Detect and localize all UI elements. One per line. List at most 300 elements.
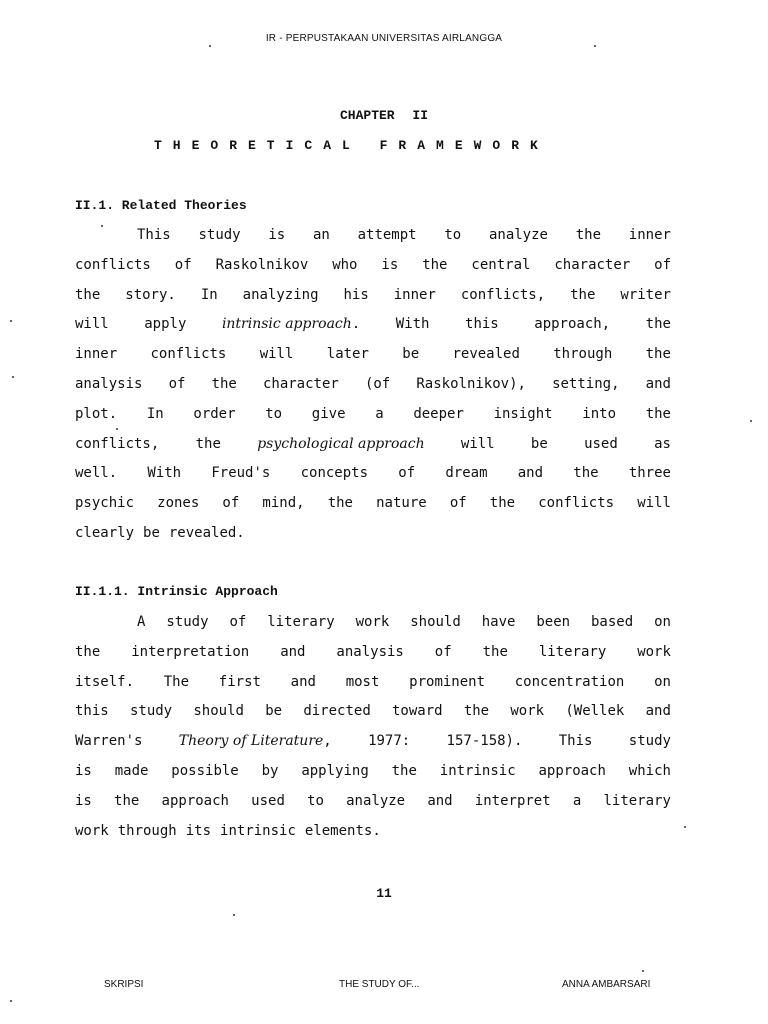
word-text: insight (493, 405, 553, 422)
word (198, 221, 240, 251)
word-text: (Wellek (565, 703, 625, 720)
word-text: literary (603, 792, 671, 809)
scan-speck (209, 45, 211, 47)
word (186, 817, 211, 847)
word-text: the (482, 643, 508, 660)
word-text: Freud's (211, 465, 271, 482)
word (402, 340, 419, 370)
text-line (75, 817, 671, 847)
word-text: is (381, 256, 399, 273)
word-text: analysis (75, 375, 143, 392)
word (251, 787, 285, 817)
word-text: study (129, 703, 173, 720)
word-text: applying (301, 762, 369, 779)
word (629, 221, 671, 251)
word-text: conflicts (150, 346, 227, 363)
word (262, 757, 279, 787)
word (396, 310, 430, 340)
word (75, 400, 117, 430)
word (490, 489, 515, 519)
word (201, 281, 218, 311)
word-text: psychic (75, 495, 135, 512)
word-text: by (261, 762, 279, 779)
word-text: nature (376, 495, 427, 512)
word (375, 400, 383, 430)
word-text: literary (267, 614, 335, 630)
word (328, 489, 353, 519)
word-text: be (402, 346, 420, 363)
chapter-label: CHAPTER II (339, 108, 428, 123)
word-text: which (628, 762, 671, 779)
footer-right: ANNA AMBARSARI (562, 979, 651, 990)
word (410, 608, 461, 638)
word-text: the (570, 286, 596, 303)
word (461, 281, 545, 311)
word-text: is (268, 227, 286, 243)
word (193, 400, 235, 430)
word (280, 638, 305, 668)
word (151, 340, 227, 370)
word-text: approach, (534, 316, 611, 333)
word (461, 430, 495, 460)
word-text: on (654, 614, 671, 630)
word-text: give (311, 405, 346, 422)
word-text: intrinsic (220, 822, 296, 839)
word (444, 221, 461, 251)
word-text: . (351, 316, 361, 333)
scan-speck (10, 320, 12, 322)
word (646, 340, 671, 370)
word-text: later (326, 346, 369, 363)
word (125, 281, 176, 311)
word (144, 310, 186, 340)
word-text: itself. (75, 673, 135, 690)
section-heading-related-theories: II.1. Related Theories (75, 198, 247, 213)
word-text: This (137, 227, 171, 243)
text-line (75, 310, 671, 340)
word (450, 489, 467, 519)
word-text: This (558, 733, 593, 750)
word-text: With (395, 316, 430, 333)
word (307, 787, 324, 817)
scan-speck (233, 914, 235, 916)
word (75, 519, 134, 549)
word (171, 757, 238, 787)
word-text: and (645, 703, 671, 720)
text-line (75, 340, 671, 370)
word (346, 787, 405, 817)
word (536, 608, 570, 638)
text-line (75, 608, 671, 638)
word-text: analyze (346, 792, 406, 809)
word-text: (of (364, 375, 391, 392)
word (358, 221, 417, 251)
footer-left: SKRIPSI (104, 979, 144, 990)
word-text: and (280, 643, 306, 660)
word (565, 697, 624, 727)
word (570, 281, 595, 311)
word (75, 787, 92, 817)
word (576, 221, 601, 251)
word (229, 608, 246, 638)
word (268, 221, 285, 251)
word (169, 519, 245, 549)
word-text: Raskolnikov (215, 256, 309, 273)
italic-term: psychological approach (257, 435, 425, 452)
word-text: a (572, 792, 582, 809)
text-line (75, 221, 671, 251)
word-text: his (343, 286, 369, 303)
footer-center: THE STUDY OF... (339, 979, 420, 990)
word (131, 638, 249, 668)
word-text: interpret (474, 792, 551, 809)
word-text: into (582, 405, 616, 422)
word-text: literary (538, 643, 607, 660)
text-line (75, 668, 671, 698)
section-heading-intrinsic-approach: II.1.1. Intrinsic Approach (75, 584, 278, 599)
word (559, 727, 593, 757)
word (494, 400, 553, 430)
word (115, 757, 149, 787)
word (263, 370, 339, 400)
word (336, 638, 403, 668)
word (164, 668, 189, 698)
word-text: the (645, 316, 671, 333)
word-text: conflicts (75, 256, 151, 273)
word-text: first (218, 673, 261, 690)
word (538, 489, 614, 519)
word-text: Warren's (75, 733, 143, 750)
word (573, 787, 581, 817)
word-text: analyze (488, 227, 548, 243)
word-text: conflicts, (460, 286, 546, 303)
word-text: character (554, 256, 631, 273)
word-text: the (75, 643, 101, 660)
word (305, 817, 381, 847)
word (464, 697, 489, 727)
word (262, 489, 304, 519)
word (327, 340, 369, 370)
word (137, 608, 145, 638)
word (75, 251, 151, 281)
word (539, 638, 606, 668)
word (222, 489, 239, 519)
word (175, 251, 192, 281)
word (416, 370, 526, 400)
word-text: setting, (552, 375, 620, 392)
word (75, 370, 142, 400)
word-text: its (185, 822, 212, 839)
word (518, 459, 543, 489)
word-text: With (147, 465, 182, 482)
word (452, 340, 519, 370)
word (130, 697, 172, 727)
word (147, 400, 164, 430)
word (75, 459, 117, 489)
word (291, 668, 316, 698)
word-text: this (465, 316, 499, 333)
word (629, 727, 671, 757)
word-text: 1977: (368, 733, 411, 750)
word-text: interpretation (131, 643, 250, 660)
word (637, 489, 671, 519)
word (440, 757, 516, 787)
word (211, 459, 270, 489)
word-text: work (510, 703, 545, 720)
text-line (75, 519, 671, 549)
word (629, 459, 671, 489)
word (637, 638, 671, 668)
word (143, 519, 160, 549)
italic-term: Theory of Literature (178, 733, 324, 750)
word-text: and (290, 673, 316, 690)
word (343, 281, 368, 311)
word (75, 638, 100, 668)
word-text: work (637, 643, 671, 660)
word (75, 340, 117, 370)
word-text: toward (392, 703, 443, 720)
word (398, 459, 415, 489)
word (303, 697, 370, 727)
word (157, 489, 199, 519)
word (260, 340, 294, 370)
word (179, 727, 332, 757)
word-text: plot. (75, 405, 118, 422)
word-text: concepts (300, 465, 369, 482)
word (196, 430, 221, 460)
word-text: will (637, 495, 671, 512)
word-text: of (398, 465, 416, 482)
word-text: analysis (336, 643, 404, 660)
word (166, 608, 208, 638)
word (603, 787, 670, 817)
word-text: character (262, 375, 339, 392)
word (510, 697, 544, 727)
word-text: the (645, 346, 671, 363)
word-text: concentration (514, 673, 625, 690)
word-text: A (137, 614, 146, 630)
word (381, 251, 398, 281)
word-text: order (193, 405, 236, 422)
word-text: based (591, 614, 634, 630)
word-text: the (575, 227, 602, 243)
word-text: 157-158). (446, 733, 523, 750)
word (538, 757, 605, 787)
word-text: who (332, 256, 358, 273)
word (552, 370, 619, 400)
word-text: the (114, 792, 140, 809)
word (392, 757, 417, 787)
text-line (75, 400, 671, 430)
word-text: apply (144, 316, 187, 333)
word (646, 370, 671, 400)
word-text: an (312, 227, 330, 243)
word-text: In (200, 286, 218, 303)
scan-speck (594, 45, 596, 47)
word-text: the (195, 435, 221, 452)
word-text: should (410, 614, 461, 630)
word-text: the (489, 495, 516, 512)
word-text: study (628, 733, 671, 750)
word (573, 459, 598, 489)
word (193, 697, 244, 727)
scan-speck (116, 428, 118, 430)
word-text: inner (628, 227, 671, 243)
word (584, 430, 618, 460)
word-text: the (391, 762, 417, 779)
word (75, 817, 109, 847)
paragraph-related-theories (75, 221, 671, 549)
word-text: made (114, 762, 149, 779)
word (489, 221, 548, 251)
word (475, 787, 551, 817)
word-text: of (449, 495, 467, 512)
word (482, 608, 516, 638)
word-text: used (584, 435, 618, 452)
text-line (75, 787, 671, 817)
word-text: work (355, 614, 390, 630)
word (75, 668, 134, 698)
word-text: well. (75, 465, 118, 482)
word (447, 727, 523, 757)
word-text: deeper (413, 405, 464, 422)
word (591, 608, 633, 638)
word-text: to (307, 792, 324, 809)
word (118, 817, 177, 847)
word (654, 251, 671, 281)
word-text: elements. (304, 822, 381, 839)
word (75, 489, 134, 519)
scan-speck (12, 376, 14, 378)
word (409, 668, 485, 698)
word-text: should (193, 703, 244, 720)
word-text: the (573, 465, 599, 482)
word (365, 370, 390, 400)
word (75, 310, 109, 340)
text-line (75, 638, 671, 668)
word-text: be (530, 435, 548, 452)
word (465, 310, 499, 340)
word-text: the (327, 495, 353, 512)
word (216, 251, 309, 281)
word-text: zones (157, 495, 200, 512)
word (222, 310, 360, 340)
word (515, 668, 625, 698)
scan-speck (750, 420, 752, 422)
word-text: analyzing (242, 286, 319, 303)
word (646, 400, 671, 430)
word-text: a (375, 405, 384, 422)
word-text: directed (303, 703, 371, 720)
word (654, 668, 671, 698)
word-text: used (251, 792, 285, 809)
word (169, 370, 186, 400)
word (265, 400, 282, 430)
word-text: and (427, 792, 453, 809)
word (654, 608, 671, 638)
word-text: the (211, 375, 237, 392)
word (376, 489, 427, 519)
word-text: of (229, 614, 247, 630)
word (392, 697, 443, 727)
word-text: three (628, 465, 671, 482)
word-text: writer (620, 286, 671, 303)
word-text: will (259, 346, 294, 363)
word (75, 697, 109, 727)
word (257, 430, 424, 460)
word-text: central (471, 256, 531, 273)
word-text: approach (161, 792, 229, 809)
word (427, 787, 452, 817)
page-number: 11 (376, 886, 392, 901)
word-text: will (75, 316, 109, 333)
word (646, 697, 671, 727)
word-text: prominent (409, 673, 486, 690)
word-text: study (198, 227, 241, 243)
word-text: through (117, 822, 177, 839)
word (162, 787, 229, 817)
word (212, 370, 237, 400)
word (654, 430, 671, 460)
word-text: inner (75, 346, 118, 363)
word-text: story. (125, 286, 176, 303)
word (301, 757, 368, 787)
word-text: to (265, 405, 283, 422)
word (471, 251, 530, 281)
word (531, 430, 548, 460)
word (75, 727, 142, 757)
word (346, 668, 380, 698)
text-line (75, 370, 671, 400)
word (620, 281, 671, 311)
word (534, 310, 610, 340)
chapter-title: THEORETICAL FRAMEWORK (154, 138, 549, 153)
word-text: and (645, 375, 671, 392)
word (313, 221, 330, 251)
word-text: of (174, 256, 192, 273)
scan-speck (10, 1000, 12, 1002)
word-text: revealed. (168, 524, 245, 541)
word-text: of (168, 375, 186, 392)
word-text: the (645, 405, 671, 422)
word (267, 608, 334, 638)
word-text: of (434, 643, 452, 660)
word (75, 281, 100, 311)
word-text: approach (538, 762, 606, 779)
word (312, 400, 346, 430)
word (483, 638, 508, 668)
word-text: to (444, 227, 462, 243)
word-text: study (166, 614, 209, 630)
word-text: will (460, 435, 495, 452)
word (553, 340, 612, 370)
text-line (75, 489, 671, 519)
word-text: Raskolnikov), (416, 375, 526, 392)
word (368, 727, 410, 757)
word-text: clearly (75, 524, 135, 541)
word-text: of (654, 256, 671, 273)
text-line (75, 697, 671, 727)
text-line (75, 757, 671, 787)
word-text: is (75, 792, 92, 809)
word-text: on (654, 673, 671, 690)
word (147, 459, 181, 489)
text-line (75, 281, 671, 311)
paragraph-intrinsic-approach (75, 608, 671, 846)
scan-speck (642, 970, 644, 972)
word (219, 668, 261, 698)
word-text: conflicts, (75, 435, 160, 452)
